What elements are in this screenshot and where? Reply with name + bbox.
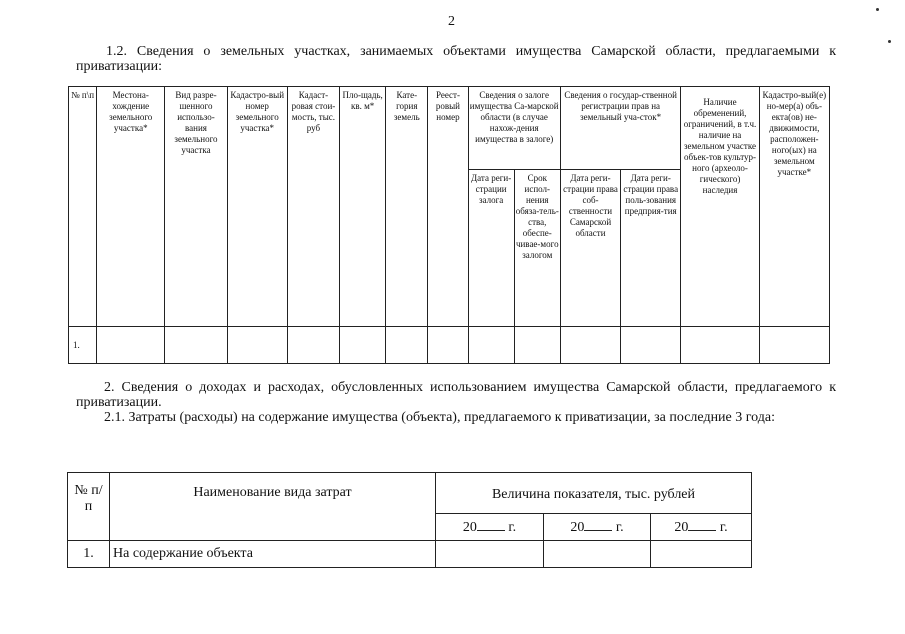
header-row-1 <box>69 87 830 170</box>
col-pledge-date: Дата реги-страции залога <box>468 170 514 327</box>
table-cell <box>468 327 514 364</box>
col-category: Кате-гория земель <box>386 87 428 327</box>
col-value: Величина показателя, тыс. рублей <box>436 473 752 514</box>
year-suffix: г. <box>508 520 517 535</box>
year-suffix: г. <box>615 520 624 535</box>
year-blank <box>584 518 612 531</box>
col-pledge-term: Срок испол-нения обяза-тель-ства, обеспе-чивае-мого залогом <box>514 170 560 327</box>
land-plots-table <box>68 86 830 364</box>
year-prefix: 20 <box>674 520 689 535</box>
section-1-2-heading: 1.2. Сведения о земельных участках, занимаемых объектами имущества Самарской области, предлагаемыми к приватизации: <box>76 44 836 74</box>
section-2-heading: 2. Сведения о доходах и расходах, обусловленных использованием имущества Самарской области, предлагаемого к приватизации. <box>76 380 836 410</box>
col-reg-usage: Дата реги-страции права поль-зования предприя-тия <box>621 170 681 327</box>
table-cell <box>386 327 428 364</box>
year-prefix: 20 <box>462 520 477 535</box>
table-cell <box>97 327 165 364</box>
year-blank <box>477 518 505 531</box>
col-use-type: Вид разре-шенного использо-вания земельного участка <box>165 87 227 327</box>
year-blank <box>688 518 716 531</box>
col-realty-cadastral: Кадастро-вый(е) но-мер(а) объ-екта(ов) не-движимости, расположен-ного(ых) на земельном участке* <box>759 87 829 327</box>
scan-speck <box>888 40 891 43</box>
expenses-table <box>67 472 752 568</box>
table-cell <box>621 327 681 364</box>
table-row <box>69 327 830 364</box>
header-row-1 <box>68 473 752 514</box>
table-cell <box>759 327 829 364</box>
col-state-registration: Сведения о государ-ственной регистрации прав на земельный уча-сток* <box>560 87 680 170</box>
scan-speck <box>876 8 879 11</box>
table-cell <box>560 327 620 364</box>
col-num: № п/п <box>68 473 110 541</box>
page-number: 2 <box>448 14 455 29</box>
expense-name: На содержание объекта <box>110 541 436 568</box>
year-cell-2 <box>544 514 651 541</box>
col-cadastral: Кадастро-вый номер земельного участка* <box>227 87 287 327</box>
year-cell-3 <box>651 514 752 541</box>
year-prefix: 20 <box>570 520 585 535</box>
col-location: Местона-хождение земельного участка* <box>97 87 165 327</box>
table-cell <box>227 327 287 364</box>
section-2-1-heading: 2.1. Затраты (расходы) на содержание имущества (объекта), предлагаемого к приватизации, за последние 3 года: <box>104 410 775 425</box>
table-cell <box>287 327 339 364</box>
table-row <box>68 541 752 568</box>
col-reg-ownership: Дата реги-страции права соб-ственности Самарской области <box>560 170 620 327</box>
col-cadastral-value: Кадаст-ровая стои-мость, тыс. руб <box>287 87 339 327</box>
table-cell <box>165 327 227 364</box>
year-suffix: г. <box>719 520 728 535</box>
col-registry: Реест-ровый номер <box>428 87 468 327</box>
table-cell <box>651 541 752 568</box>
row-num: 1. <box>68 541 110 568</box>
row-num: 1. <box>69 327 97 364</box>
col-expense-name: Наименование вида затрат <box>110 473 436 541</box>
table-cell <box>514 327 560 364</box>
col-num: № п\п <box>69 87 97 327</box>
col-encumbrances: Наличие обременений, ограничений, в т.ч. наличие на земельном участке объек-тов культур-ного (археоло-гического) наследия <box>681 87 759 327</box>
table-cell <box>681 327 759 364</box>
table-cell <box>436 541 544 568</box>
table-cell <box>340 327 386 364</box>
table-cell <box>428 327 468 364</box>
col-area: Пло-щадь, кв. м* <box>340 87 386 327</box>
year-cell-1 <box>436 514 544 541</box>
table-cell <box>544 541 651 568</box>
col-pledge: Сведения о залоге имущества Са-марской области (в случае нахож-дения имущества в залоге) <box>468 87 560 170</box>
